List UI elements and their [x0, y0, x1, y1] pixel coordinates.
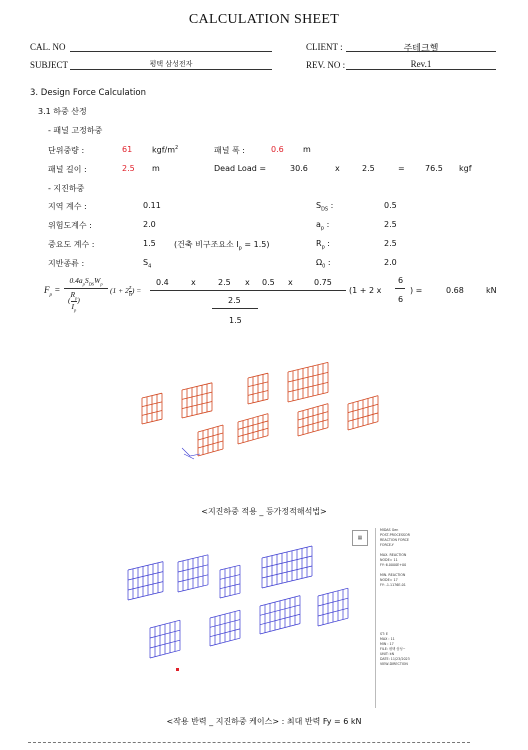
subject-value: 평택 삼성전자	[149, 60, 193, 68]
subject-underline	[70, 69, 272, 70]
param-sym-omega-value: 2.0	[384, 258, 397, 267]
formula-fraction-bar	[64, 288, 108, 289]
midas-panel-footer-line: ST: E	[380, 632, 388, 636]
figure2-caption: <작용 반력 _ 지진하중 케이스> : 최대 반력 Fy = 6 kN	[166, 717, 362, 726]
formula-main-bar	[150, 290, 346, 291]
rev-value: Rev.1	[410, 59, 432, 69]
section-heading: 3. Design Force Calculation	[30, 88, 146, 98]
formula-lhs: $F_p$ =	[44, 285, 61, 298]
formula-tail-close: ) =	[410, 286, 423, 295]
midas-panel-footer-line: UNIT: kN	[380, 652, 395, 656]
param-sym-rp-value: 2.5	[384, 239, 397, 248]
panel-length-value: 2.5	[122, 164, 135, 173]
midas-info-footer	[380, 632, 420, 667]
param-sym-ap: $a_p$ :	[316, 220, 330, 232]
dead-load-x: x	[335, 164, 340, 173]
subsection-heading: 3.1 하중 산정	[38, 107, 87, 116]
formula-x1: x	[191, 278, 196, 287]
cal-no-label: CAL. NO	[30, 42, 66, 52]
midas-panel-footer-line: MAX : 11	[380, 637, 395, 641]
frame-member	[198, 441, 223, 448]
midas-panel-line: FORCE-Y	[380, 543, 394, 547]
midas-logo-icon: ▦	[352, 530, 368, 546]
panel-width-label: 패널 폭 :	[214, 146, 245, 155]
formula-x2: x	[245, 278, 250, 287]
dead-load-eq: =	[398, 164, 405, 173]
param-label-risk: 위험도계수 :	[48, 221, 92, 230]
midas-panel-line: REACTION FORCE	[380, 538, 409, 542]
midas-panel-line: POST-PROCESSOR	[380, 533, 410, 537]
midas-panel-line: MAX. REACTION	[380, 553, 407, 557]
midas-panel-line: NODE= 11	[380, 558, 398, 562]
formula-n1: 0.4	[156, 278, 169, 287]
client-label: CLIENT :	[306, 42, 343, 52]
frame-member	[198, 449, 223, 456]
cal-no-underline	[70, 51, 272, 52]
formula-result: 0.68	[446, 286, 464, 295]
fixed-load-title: - 패널 고정하중	[48, 126, 103, 135]
formula-tail-bar	[395, 288, 405, 289]
panel-length-unit: m	[152, 164, 160, 173]
formula-den2: 1.5	[229, 316, 242, 325]
param-value-risk: 2.0	[143, 220, 156, 229]
midas-panel-line: MIDAS Gen	[380, 528, 399, 532]
dead-load-result: 76.5	[425, 164, 443, 173]
formula-n2: 2.5	[218, 278, 231, 287]
param-importance-note: (건축 비구조요소 $I_p = 1.5$)	[174, 240, 270, 252]
param-sym-omega: $\Omega_0$ :	[316, 258, 331, 270]
seismic-load-model-figure	[130, 360, 390, 465]
param-label-importance: 중요도 계수 :	[48, 240, 95, 249]
midas-panel-footer-line: MIN : 17	[380, 642, 394, 646]
formula-x3: x	[288, 278, 293, 287]
midas-panel-footer-line: DATE: 11/23/2023	[380, 657, 410, 661]
panel-width-unit: m	[303, 145, 311, 154]
seismic-title: - 지진하중	[48, 184, 85, 193]
formula-sub-bar	[212, 308, 258, 309]
midas-panel-line: FY: -1.1176E-01	[380, 583, 406, 587]
midas-panel-line: NODE= 17	[380, 578, 398, 582]
unit-weight-unit: kgf/$m^2$	[152, 145, 179, 155]
param-label-soil: 지반종류 :	[48, 259, 85, 268]
midas-panel-divider	[375, 528, 376, 708]
subject-label: SUBJECT	[30, 60, 69, 70]
formula-numerator: $0.4a_pS_{DS}W_p$	[69, 276, 103, 287]
dead-load-label: Dead Load =	[214, 164, 267, 173]
midas-info-panel	[380, 528, 420, 588]
rev-underline	[346, 69, 496, 70]
param-label-zone: 지역 계수 :	[48, 202, 87, 211]
param-sym-sds-value: 0.5	[384, 201, 397, 210]
midas-panel-footer-line: VIEW-DIRECTION	[380, 662, 408, 666]
midas-panel-footer-line: FILE: 평택 삼성~	[380, 647, 406, 651]
dead-load-unit: kgf	[459, 164, 472, 173]
formula-denominator: ( $\frac{R_p}{I_p}$ )	[68, 290, 80, 312]
formula-n4: 0.75	[314, 278, 332, 287]
param-value-zone: 0.11	[143, 201, 161, 210]
figure1-caption: <지진하중 적용 _ 등가정적해석법>	[201, 507, 327, 516]
client-value: 주테크헬	[403, 43, 439, 53]
reaction-model-figure	[120, 540, 360, 680]
formula-tail-den: 6	[398, 295, 404, 304]
formula-n3: 0.5	[262, 278, 275, 287]
client-underline	[346, 51, 496, 52]
rev-label: REV. NO :	[306, 60, 346, 70]
param-sym-ap-value: 2.5	[384, 220, 397, 229]
midas-panel-line: MIN. REACTION	[380, 573, 406, 577]
page-title: CALCULATION SHEET	[188, 12, 340, 27]
param-value-importance: 1.5	[143, 239, 156, 248]
formula-tail: (1 + 2 x	[349, 286, 382, 295]
panel-width-value: 0.6	[271, 145, 284, 154]
param-sym-rp: $R_p$ :	[316, 239, 330, 251]
frame-member	[198, 425, 223, 432]
midas-panel-line: FY: 6.0000E+00	[380, 563, 407, 567]
unit-weight-label: 단위중량 :	[48, 146, 85, 155]
formula-den1: 2.5	[228, 296, 241, 305]
frame-member	[198, 433, 223, 440]
param-value-soil: $S_4$	[143, 258, 152, 270]
param-sym-sds: $S_{DS}$ :	[316, 201, 334, 213]
formula-unit: kN	[486, 286, 497, 295]
panel-length-label: 패널 길이 :	[48, 165, 87, 174]
dead-load-a: 30.6	[290, 164, 308, 173]
unit-weight-value: 61	[122, 145, 133, 154]
footer-divider	[28, 742, 470, 743]
formula-height-term: (1 + 2 $\frac{z}{h}$ ) =	[110, 285, 142, 298]
dead-load-b: 2.5	[362, 164, 375, 173]
formula-tail-num: 6	[398, 276, 404, 285]
